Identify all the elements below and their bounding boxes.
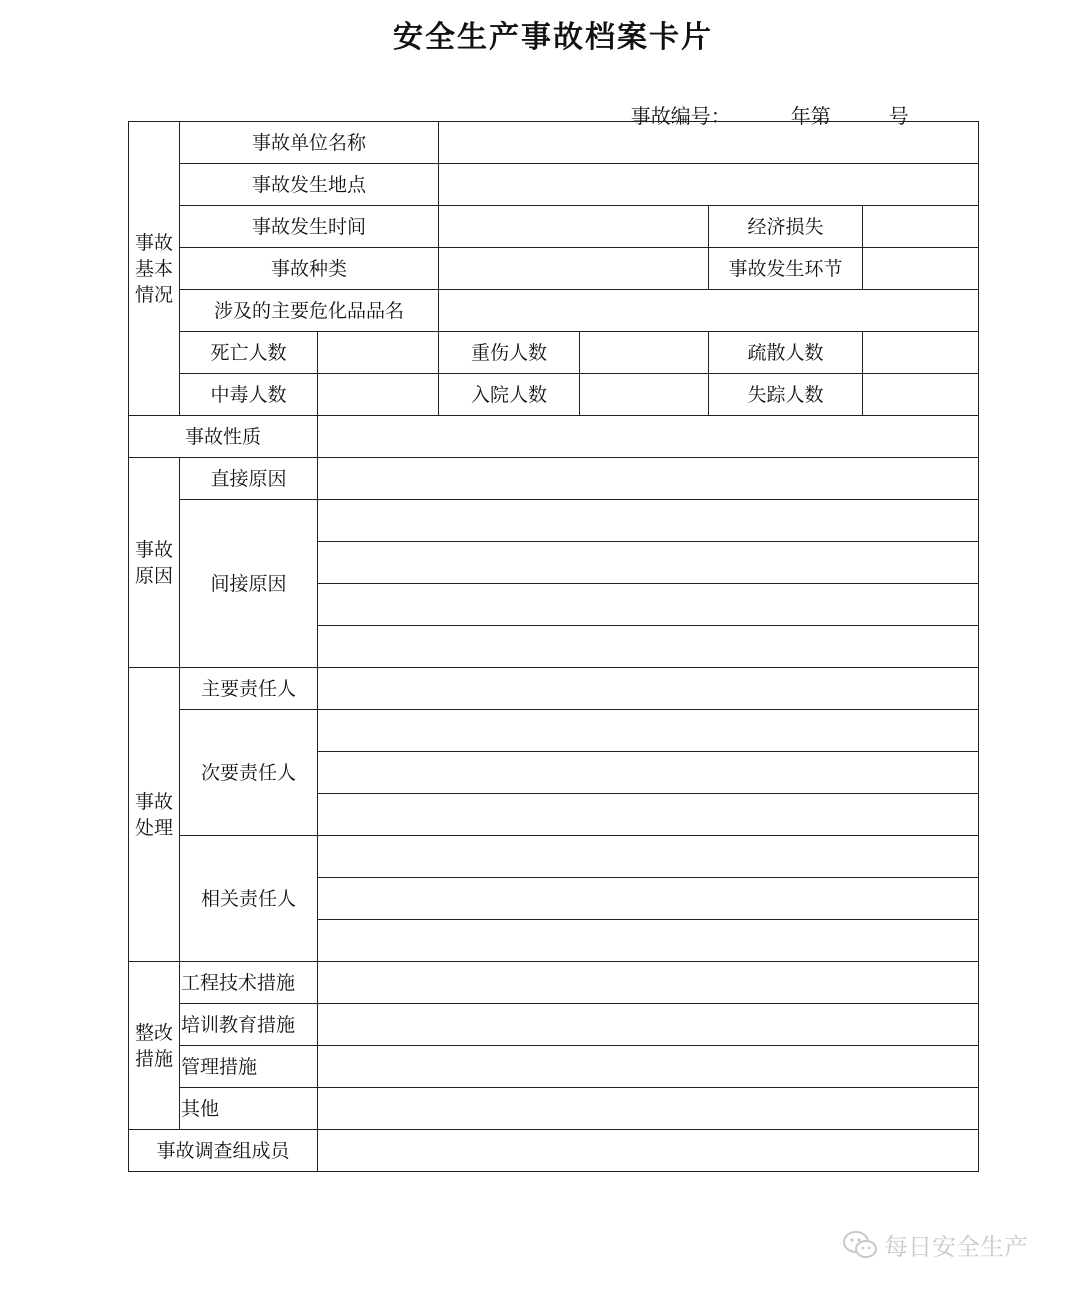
- deaths-field[interactable]: [318, 332, 439, 374]
- label-investigation-members: 事故调查组成员: [129, 1130, 318, 1172]
- management-measures-field[interactable]: [318, 1046, 979, 1088]
- chemicals-field[interactable]: [439, 290, 979, 332]
- watermark-text: 每日安全生产: [884, 1233, 1028, 1261]
- poisoned-field[interactable]: [318, 374, 439, 416]
- table-row: [129, 164, 979, 206]
- label-location: 事故发生地点: [180, 164, 439, 206]
- table-row: [129, 1130, 979, 1172]
- serial-number-label: 号: [888, 104, 909, 128]
- table-row: [129, 206, 979, 248]
- indirect-cause-field-1[interactable]: [318, 500, 979, 542]
- label-engineering-measures: 工程技术措施: [180, 962, 318, 1004]
- table-row: [129, 710, 979, 752]
- table-row: [129, 374, 979, 416]
- label-hospitalized: 入院人数: [439, 374, 580, 416]
- table-row: [129, 1046, 979, 1088]
- economic-loss-field[interactable]: [863, 206, 979, 248]
- label-training-measures: 培训教育措施: [180, 1004, 318, 1046]
- other-measures-field[interactable]: [318, 1088, 979, 1130]
- label-stage: 事故发生环节: [709, 248, 863, 290]
- evacuated-field[interactable]: [863, 332, 979, 374]
- related-responsible-field-2[interactable]: [318, 878, 979, 920]
- engineering-measures-field[interactable]: [318, 962, 979, 1004]
- wechat-icon: [842, 1230, 878, 1260]
- watermark: [842, 1227, 1028, 1262]
- label-economic-loss: 经济损失: [709, 206, 863, 248]
- investigation-members-field[interactable]: [318, 1130, 979, 1172]
- serious-injuries-field[interactable]: [580, 332, 709, 374]
- label-missing: 失踪人数: [709, 374, 863, 416]
- section-cause-label: 事故原因: [129, 458, 180, 668]
- accident-record-table: [128, 121, 979, 1172]
- table-row: [129, 332, 979, 374]
- indirect-cause-field-2[interactable]: [318, 542, 979, 584]
- type-field[interactable]: [439, 248, 709, 290]
- secondary-responsible-field-3[interactable]: [318, 794, 979, 836]
- label-direct-cause: 直接原因: [180, 458, 318, 500]
- label-serious-injuries: 重伤人数: [439, 332, 580, 374]
- indirect-cause-field-3[interactable]: [318, 584, 979, 626]
- label-other-measures: 其他: [180, 1088, 318, 1130]
- section-handling-label: 事故处理: [129, 668, 180, 962]
- secondary-responsible-field-1[interactable]: [318, 710, 979, 752]
- table-row: [129, 1088, 979, 1130]
- location-field[interactable]: [439, 164, 979, 206]
- table-row: [129, 122, 979, 164]
- table-row: [129, 836, 979, 878]
- label-secondary-responsible: 次要责任人: [180, 710, 318, 836]
- table-row: [129, 248, 979, 290]
- table-row: [129, 500, 979, 542]
- table-row: [129, 458, 979, 500]
- secondary-responsible-field-2[interactable]: [318, 752, 979, 794]
- nature-field[interactable]: [318, 416, 979, 458]
- stage-field[interactable]: [863, 248, 979, 290]
- page-title: 安全生产事故档案卡片: [393, 20, 713, 55]
- label-deaths: 死亡人数: [180, 332, 318, 374]
- label-primary-responsible: 主要责任人: [180, 668, 318, 710]
- unit-name-field[interactable]: [439, 122, 979, 164]
- missing-field[interactable]: [863, 374, 979, 416]
- label-nature: 事故性质: [129, 416, 318, 458]
- related-responsible-field-3[interactable]: [318, 920, 979, 962]
- direct-cause-field[interactable]: [318, 458, 979, 500]
- hospitalized-field[interactable]: [580, 374, 709, 416]
- serial-label: 事故编号：: [630, 104, 731, 128]
- training-measures-field[interactable]: [318, 1004, 979, 1046]
- section-rectification-label: 整改措施: [129, 962, 180, 1130]
- label-chemicals: 涉及的主要危化品品名: [180, 290, 439, 332]
- section-basic-label: 事故基本情况: [129, 122, 180, 416]
- label-unit-name: 事故单位名称: [180, 122, 439, 164]
- table-row: [129, 1004, 979, 1046]
- table-row: [129, 668, 979, 710]
- table-row: [129, 416, 979, 458]
- label-evacuated: 疏散人数: [709, 332, 863, 374]
- related-responsible-field-1[interactable]: [318, 836, 979, 878]
- indirect-cause-field-4[interactable]: [318, 626, 979, 668]
- label-poisoned: 中毒人数: [180, 374, 318, 416]
- primary-responsible-field[interactable]: [318, 668, 979, 710]
- time-field[interactable]: [439, 206, 709, 248]
- label-type: 事故种类: [180, 248, 439, 290]
- label-related-responsible: 相关责任人: [180, 836, 318, 962]
- table-row: [129, 290, 979, 332]
- table-row: [129, 962, 979, 1004]
- label-management-measures: 管理措施: [180, 1046, 318, 1088]
- label-time: 事故发生时间: [180, 206, 439, 248]
- label-indirect-cause: 间接原因: [180, 500, 318, 668]
- serial-year-label: 年第: [790, 104, 831, 128]
